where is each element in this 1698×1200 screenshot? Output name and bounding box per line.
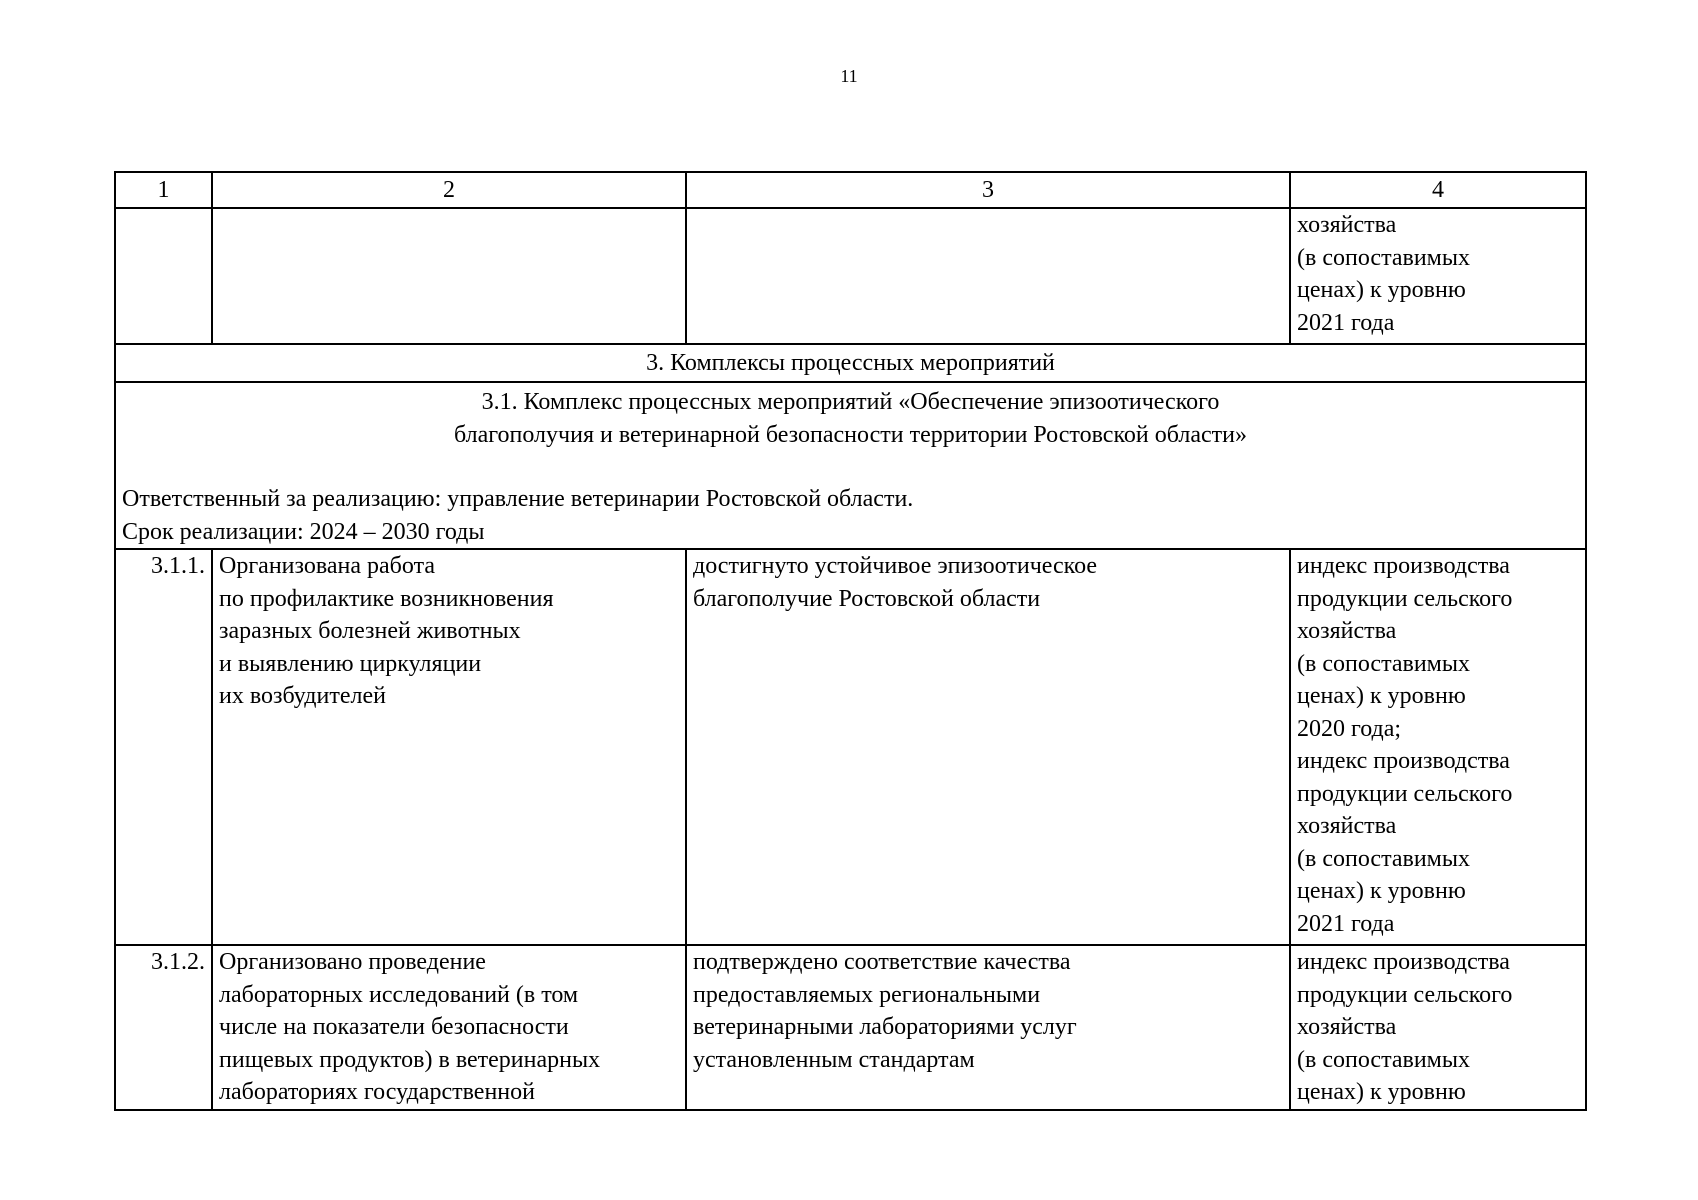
indicator-line: 2020 года; (1297, 715, 1402, 742)
cell-empty (212, 208, 686, 344)
indicator-line: хозяйства (1297, 813, 1397, 839)
column-number-2: 2 (212, 172, 686, 208)
task-line: лабораторных исследований (в том (219, 981, 579, 1008)
indicator-line: продукции сельского (1297, 981, 1513, 1008)
effect-line: подтверждено соответствие качества (693, 949, 1071, 975)
indicator-line: (в сопоставимых (1297, 244, 1470, 271)
indicator-line: (в сопоставимых (1297, 845, 1470, 872)
indicator-cell (1290, 945, 1586, 1110)
table-row (115, 549, 1586, 945)
indicator-line: ценах) к уровню (1297, 277, 1466, 303)
task-cell (212, 549, 686, 945)
indicator-line: 2021 года (1297, 910, 1395, 937)
indicator-cell (1290, 208, 1586, 344)
effect-cell (686, 945, 1290, 1110)
effect-line: предоставляемых региональными (693, 981, 1041, 1008)
task-line: числе на показатели безопасности (219, 1014, 569, 1040)
section-row (115, 344, 1586, 382)
indicator-line: продукции сельского (1297, 780, 1513, 807)
indicator-line: хозяйства (1297, 1014, 1397, 1040)
column-number-row (115, 172, 1586, 208)
task-line: лабораториях государственной (219, 1079, 535, 1105)
indicator-line: ценах) к уровню (1297, 1079, 1466, 1105)
task-line: Организовано проведение (219, 949, 486, 975)
section-title: 3. Комплексы процессных мероприятий (115, 344, 1586, 382)
task-line: Организована работа (219, 553, 435, 579)
indicator-line: индекс производства (1297, 949, 1510, 975)
indicator-line: (в сопоставимых (1297, 650, 1470, 677)
column-number-4: 4 (1290, 172, 1586, 208)
column-number-1: 1 (115, 172, 212, 208)
subsection-row (115, 382, 1586, 549)
cell-empty (115, 208, 212, 344)
column-number-3: 3 (686, 172, 1290, 208)
subsection-cell (115, 382, 1586, 549)
task-line: и выявлению циркуляции (219, 650, 482, 677)
subsection-title-line: 3.1. Комплекс процессных мероприятий «Обеспечение эпизоотического (481, 389, 1220, 415)
subsection-title-line: благополучия и ветеринарной безопасности территории Ростовской области» (454, 421, 1247, 448)
page-number: 11 (840, 66, 858, 86)
indicator-cell (1290, 549, 1586, 945)
indicator-line: хозяйства (1297, 618, 1397, 644)
indicator-line: индекс производства (1297, 748, 1510, 774)
measures-table (114, 171, 1587, 1111)
indicator-line: хозяйства (1297, 212, 1397, 238)
row-number: 3.1.1. (115, 549, 212, 945)
table-row (115, 945, 1586, 1110)
effect-cell (686, 549, 1290, 945)
effect-line: благополучие Ростовской области (693, 585, 1041, 612)
effect-line: ветеринарными лабораториями услуг (693, 1014, 1077, 1040)
task-line: их возбудителей (219, 683, 386, 709)
task-line: заразных болезней животных (219, 618, 521, 644)
task-line: по профилактике возникновения (219, 585, 554, 612)
indicator-line: продукции сельского (1297, 585, 1513, 612)
cell-empty (686, 208, 1290, 344)
continuation-row (115, 208, 1586, 344)
task-cell (212, 945, 686, 1110)
effect-line: достигнуто устойчивое эпизоотическое (693, 553, 1098, 579)
indicator-line: индекс производства (1297, 553, 1510, 579)
indicator-line: ценах) к уровню (1297, 683, 1466, 709)
row-number: 3.1.2. (115, 945, 212, 1110)
period-text: Срок реализации: 2024 – 2030 годы (122, 518, 485, 545)
effect-line: установленным стандартам (693, 1046, 975, 1073)
indicator-line: 2021 года (1297, 309, 1395, 336)
indicator-line: ценах) к уровню (1297, 878, 1466, 904)
task-line: пищевых продуктов) в ветеринарных (219, 1046, 601, 1073)
subsection-title (122, 383, 1579, 451)
indicator-line: (в сопоставимых (1297, 1046, 1470, 1073)
responsible-text: Ответственный за реализацию: управление ветеринарии Ростовской области. (122, 486, 914, 512)
